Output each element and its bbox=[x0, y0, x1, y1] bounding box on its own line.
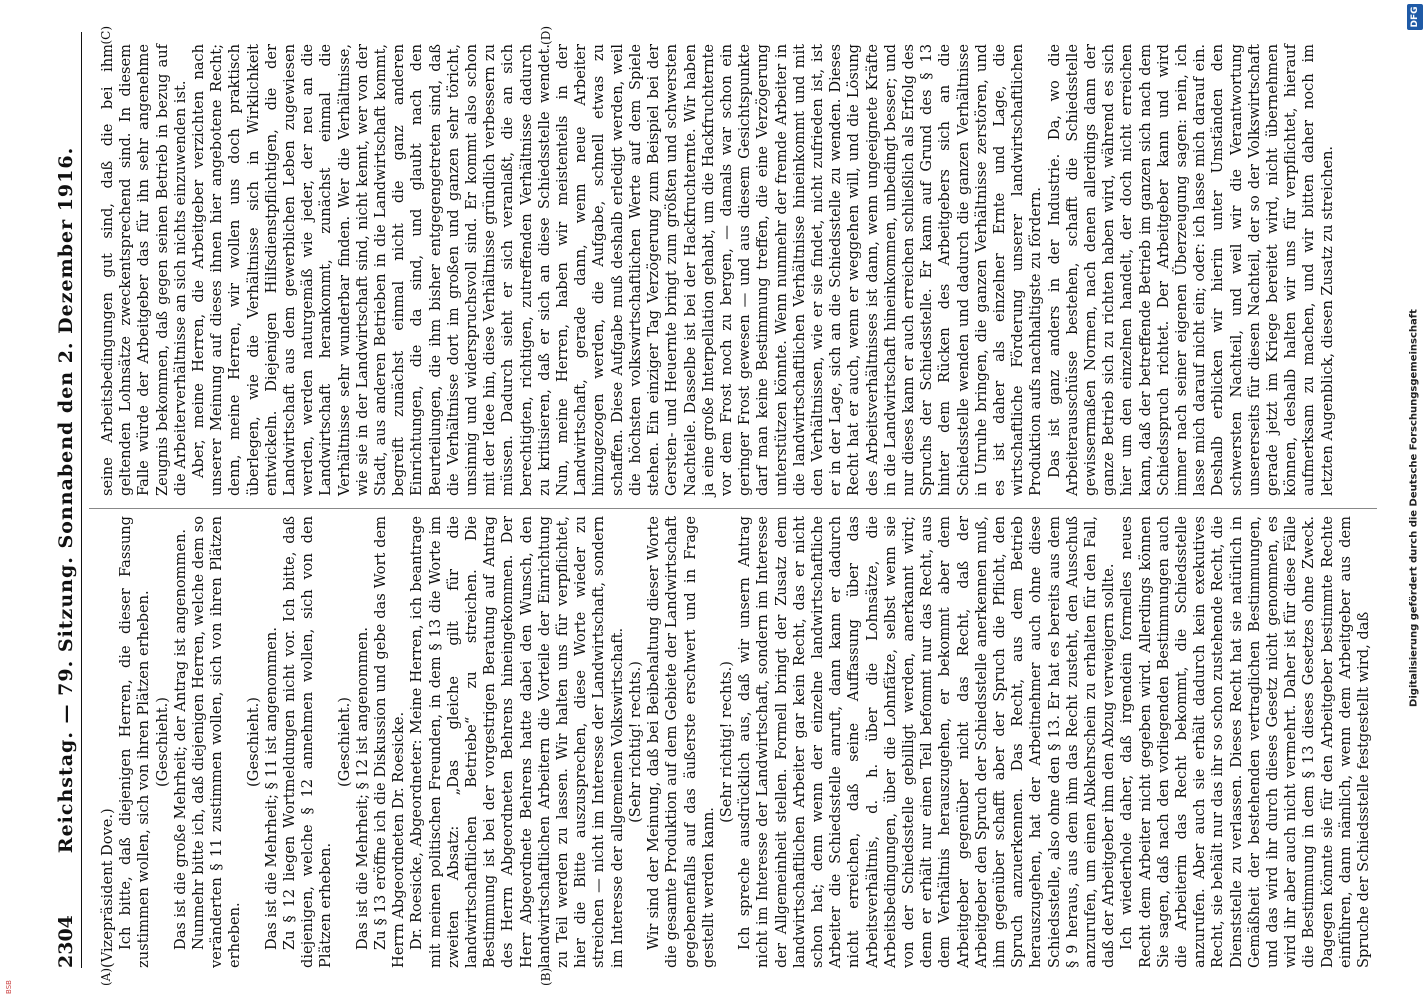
paragraph: Das ist die Mehrheit; § 11 ist angenommen. bbox=[262, 627, 280, 950]
margin-marker-b: (B) bbox=[538, 967, 553, 986]
paragraph: Ich bitte, daß diejenigen Herren, die dieser Fassung zustimmen wollen, sich von ihren Plätzen erheben. bbox=[116, 516, 152, 968]
dfg-logo: DFG bbox=[1407, 4, 1423, 30]
paragraph: seine Arbeitsbedingungen gut sind, daß die bei ihm geltenden Lohnsätze zweckentsprechend sind. In diesem Falle würde der Arbeitgeber das für ihn sehr angenehme Zeugnis bekommen, daß gegen seinen Betrieb in bezug auf die Arbeiterverhältnisse an sich nichts einzuwenden ist. bbox=[98, 44, 189, 496]
paragraph: Wir sind der Meinung, daß bei Beibehaltung dieser Worte die gesamte Produktion auf dem Gebiete der Landwirtschaft gegebenenfalls auf das äußerste erschwert und in Frage gestellt werden kann. bbox=[644, 516, 717, 968]
paragraph: Zu § 12 liegen Wortmeldungen nicht vor. Ich bitte, daß diejenigen, welche § 12 annehmen wollen, sich von den Plätzen erheben. bbox=[280, 516, 334, 968]
paragraph: Das ist die große Mehrheit; der Antrag ist angenommen. bbox=[171, 528, 189, 950]
paragraph: Nunmehr bitte ich, daß diejenigen Herren, welche dem so veränderten § 11 zustimmen wollen, sich von ihren Plätzen erheben. bbox=[189, 516, 243, 968]
paragraph: (Vizepräsident Dove.) bbox=[98, 808, 116, 968]
column-divider bbox=[89, 508, 1377, 509]
paragraph: Dr. Roesicke, Abgeordneter: Meine Herren, ich beantrage mit meinen politischen Freunden, in dem § 13 die Worte im zweiten Absatz: „Das gleiche gilt für die landwirtschaftlichen Betriebe“ zu streichen. Die Bestimmung ist bei der vorgestrigen Beratung auf Antrag des Herrn Abgeordneten Behrens hineingekommen. Der Herr Abgeordnete Behrens hatte dabei den Wunsch, den landwirtschaftlichen Arbeitern die Vorteile der Einrichtung zu Teil werden zu lassen. Wir halten uns für verpflichtet, hier die Bitte auszusprechen, diese Worte wieder zu streichen — nicht im Interesse der Landwirtschaft, sondern im Interesse der allgemeinen Volkswirtschaft. bbox=[407, 516, 626, 968]
margin-marker-c: (C) bbox=[98, 26, 113, 45]
paragraph: Das ist die Mehrheit; § 12 ist angenommen. bbox=[353, 627, 371, 950]
left-column-text bbox=[99, 516, 1373, 968]
paragraph: Zu § 13 eröffne ich die Diskussion und gebe das Wort dem Herrn Abgeordneten Dr. Roesicke. bbox=[371, 516, 407, 968]
right-column bbox=[98, 26, 1377, 496]
page-number: 2304 bbox=[54, 915, 77, 968]
paragraph: Ich wiederhole daher, daß irgendein formelles neues Recht dem Arbeiter nicht gegeben wird. Allerdings können Sie sagen, daß nach den vorliegenden Bestimmungen auch die Arbeiterin das Recht bekommt, die Schiedsstelle anzurufen. Aber auch sie erhält dadurch kein exekutives Recht, sie behält nur das ihr so schon zustehende Recht, die Dienststelle zu verlassen. Dieses Recht hat sie natürlich in Gemäßheit der bestehenden vertraglichen Bestimmungen, und das wird ihr durch dieses Gesetz nicht genommen, es wird ihr aber auch nicht vermehrt. Daher ist für diese Fälle die Bestimmung in dem § 13 dieses Gesetzes ohne Zweck. Dagegen könnte sie für den Arbeitgeber bestimmte Rechte einführen, dann nämlich, wenn dem Arbeitgeber aus dem Spruche der Schiedsstelle festgestellt wird, daß bbox=[1117, 516, 1372, 968]
margin-marker-d: (D) bbox=[538, 26, 553, 45]
stage-direction: (Geschieht.) bbox=[335, 697, 353, 787]
digitization-credit: Digitalisierung gefördert durch die Deutsche Forschungsgemeinschaft bbox=[1408, 309, 1420, 707]
margin-marker-a: (A) bbox=[98, 967, 113, 986]
page-header bbox=[41, 32, 82, 968]
paragraph: Das ist ganz anders in der Industrie. Da, wo die Arbeiterausschüsse bestehen, schafft die Schiedsstelle gewissermaßen Normen, nach denen allerdings dann der ganze Betrieb sich zu richten haben wird, während es sich hier um den einzelnen handelt, der doch nicht erreichen kann, daß der betreffende Betrieb im ganzen sich nach dem Schiedsspruch richtet. Der Arbeitgeber kann und wird immer nach seiner eigenen Überzeugung sagen: nein, ich lasse mich darauf nicht ein; oder: ich lasse mich darauf ein. Deshalb erblicken wir hierin unter Umständen den schwersten Nachteil, und weil wir die Verantwortung unsererseits für diesen Nachteil, der so der Volkswirtschaft gerade jetzt im Kriege bereitet wird, nicht übernehmen können, deshalb halten wir uns für verpflichtet, hierauf aufmerksam zu machen, und wir bitten daher noch im letzten Augenblick, diesen Zusatz zu streichen. bbox=[1045, 44, 1336, 496]
rotated-document-page bbox=[19, 20, 1407, 986]
stage-direction: (Geschieht.) bbox=[244, 697, 262, 787]
stage-direction: (Sehr richtig! rechts.) bbox=[626, 661, 644, 823]
left-column bbox=[98, 516, 1377, 986]
library-stamp: BSB bbox=[5, 980, 13, 994]
stage-direction: (Geschieht.) bbox=[153, 697, 171, 787]
paragraph: Aber, meine Herren, die Arbeitgeber verzichten nach unserer Meinung auf dieses ihnen hier angebotene Recht; denn, meine Herren, wir wollen uns doch praktisch überlegen, wie die Verhältnisse sich in Wirklichkeit entwickeln. Diejenigen Hilfsdienstpflichtigen, die der Landwirtschaft aus dem gewerblichen Leben zugewiesen werden, werden naturgemäß wie jeder, der neu an die Landwirtschaft herankommt, zunächst einmal die Verhältnisse sehr wunderbar finden. Wer die Verhältnisse, wie sie in der Landwirtschaft sind, nicht kennt, wer von der Stadt, aus anderen Betrieben in die Landwirtschaft kommt, begreift zunächst einmal nicht die ganz anderen Einrichtungen, die da sind, und glaubt nach den Beurteilungen, die ihm bisher entgegengetreten sind, daß die Verhältnisse dort im großen und ganzen sehr töricht, unsinnig und widerspruchsvoll sind. Er kommt also schon mit der Idee hin, diese Verhältnisse gründlich verbessern zu müssen. Dadurch sieht er sich veranlaßt, die an sich berechtigten, richtigen, zutreffenden Verhältnisse dadurch zu kritisieren, daß er sich an diese Schiedsstelle wendet. Nun, meine Herren, haben wir meistenteils in der Landwirtschaft, gerade dann, wenn neue Arbeiter hinzugezogen werden, die Aufgabe, schnell etwas zu schaffen. Diese Aufgabe muß deshalb erledigt werden, weil die höchsten volkswirtschaftlichen Werte auf dem Spiele stehen. Ein einziger Tag Verzögerung zum Beispiel bei der Gersten- und Heuernte bringt zum größten und schwersten Nachteile. Dasselbe ist bei der Hackfruchternte. Wir haben ja eine große Interpellation gehabt, um die Hackfruchternte vor dem Frost noch zu bergen, — damals war schon ein geringer Frost gewesen — und aus diesem Gesichtspunkte darf man keine Bestimmung treffen, die eine Verzögerung unterstützen könnte. Wenn nunmehr der fremde Arbeiter in die landwirtschaftlichen Verhältnisse hineinkommt und mit den Verhältnissen, wie er sie findet, nicht zufrieden ist, ist er in der Lage, sich an die Schiedsstelle zu wenden. Dieses Recht hat er auch, wenn er weggehen will, und die Lösung des Arbeitsverhältnisses ist dann, wenn ungeeignete Kräfte in die Landwirtschaft hineinkommen, unbedingt besser; und nur dieses kann er auch erreichen schließlich als Erfolg des Spruchs der Schiedsstelle. Er kann auf Grund des § 13 hinter dem Rücken des Arbeitgebers sich an die Schiedsstelle wenden und dadurch die ganzen Verhältnisse in Unruhe bringen, die ganzen Verhältnisse zerstören, und es ist daher als einzelner Ernte und Lage, die wirtschaftliche Förderung unserer landwirtschaftlichen Produktion aufs nachhaltigste zu fördern. bbox=[189, 44, 1044, 496]
header-title: Reichstag. — 79. Sitzung. Sonnabend den 2. Dezember 1916. bbox=[54, 146, 77, 854]
stage-direction: (Sehr richtig! rechts.) bbox=[717, 661, 735, 823]
paragraph: Ich spreche ausdrücklich aus, daß wir unsern Antrag nicht im Interesse der Landwirtschaft, sondern im Interesse der Allgemeinheit stellen. Formell bringt der Zusatz dem landwirtschaftlichen Arbeiter gar kein Recht, das er nicht schon hat; denn wenn der einzelne landwirtschaftliche Arbeiter die Schiedsstelle anruft, dann kann er dadurch nicht erreichen, daß seine Auffassung über das Arbeitsverhältnis, d. h. über die Lohnsätze, die Arbeitsbedingungen, über die Lohnfätze, selbst wenn sie von der Schiedsstelle gebilligt werden, anerkannt wird; denn er erhält nur einen Teil befommt nur das Recht, aus dem Verhältnis herauszugehen, er bekommt aber dem Arbeitgeber gegenüber nicht das Recht, daß der Arbeitgeber den Spruch der Schiedsstelle anerkennen muß, ihm gegenüber schafft aber der Spruch die Pflicht, den Spruch anzuerkennen. Das Recht, aus dem Betrieb herauszugehen, hat der Arbeitnehmer auch ohne diese Schiedsstelle, also ohne den § 13. Er hat es bereits aus dem § 9 heraus, aus dem ihm das Recht zusteht, den Ausschuß anzurufen, um einen Abkehrschein zu erhalten für den Fall, daß der Arbeitgeber ihm den Abzug verweigern sollte. bbox=[735, 516, 1117, 968]
right-column-text bbox=[99, 44, 1337, 496]
